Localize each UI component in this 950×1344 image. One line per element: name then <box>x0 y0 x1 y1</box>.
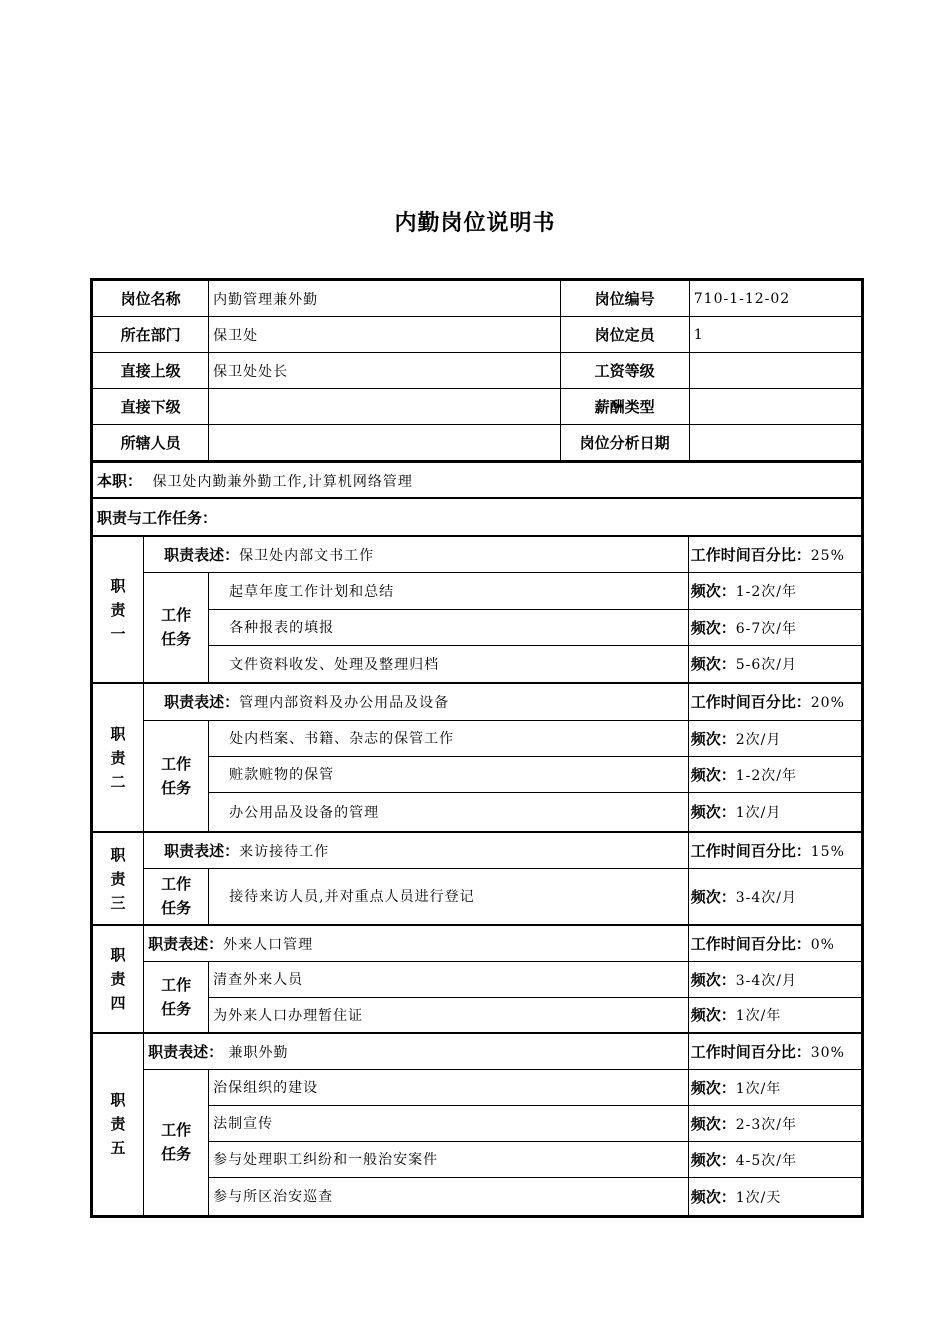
task-text: 治保组织的建设 <box>209 1069 689 1105</box>
duty-desc-row <box>93 832 862 868</box>
info-row <box>93 353 862 389</box>
duty-desc-label: 职责表述： <box>164 841 240 860</box>
dept-label: 所在部门 <box>93 317 209 353</box>
task-freq-value: 1-2次/年 <box>735 767 798 784</box>
task-label: 工作 任务 <box>144 961 209 1033</box>
task-freq-value: 1次/年 <box>735 1008 782 1025</box>
task-row <box>93 1177 862 1215</box>
main-duty-text: 保卫处内勤兼外勤工作,计算机网络管理 <box>152 473 413 490</box>
duty-pct-cell <box>688 925 861 961</box>
salary-value <box>689 353 861 389</box>
staff-label: 所辖人员 <box>93 425 209 461</box>
task-freq-value: 2-3次/年 <box>735 1116 798 1133</box>
task-text: 参与处理职工纠纷和一般治安案件 <box>209 1141 689 1177</box>
quota-value: 1 <box>689 317 861 353</box>
task-text: 各种报表的填报 <box>209 609 689 645</box>
duty-desc-cell <box>144 536 689 572</box>
post-no-value: 710-1-12-02 <box>689 281 861 317</box>
duty-desc-text: 兼职外勤 <box>223 1044 289 1061</box>
task-freq-value: 2次/月 <box>735 731 782 748</box>
task-freq-label: 频次： <box>690 887 736 906</box>
task-text: 办公用品及设备的管理 <box>209 792 689 832</box>
page-title: 内勤岗位说明书 <box>394 211 556 236</box>
task-freq-value: 4-5次/年 <box>735 1152 798 1169</box>
post-name-label: 岗位名称 <box>93 281 209 317</box>
task-row <box>93 1105 862 1141</box>
job-description-table <box>90 278 864 1218</box>
task-freq-value: 3-4次/月 <box>735 972 798 989</box>
duty-pct-value: 15% <box>810 843 845 860</box>
task-freq-value: 1次/月 <box>735 805 782 822</box>
task-freq-label: 频次： <box>690 1187 736 1206</box>
task-freq-value: 1次/年 <box>735 1080 782 1097</box>
task-text: 处内档案、书籍、杂志的保管工作 <box>209 720 689 756</box>
task-row <box>93 792 862 832</box>
duty-pct-value: 30% <box>810 1044 845 1061</box>
staff-value <box>209 425 560 461</box>
task-freq-value: 3-4次/月 <box>735 889 798 906</box>
duty-name: 职 责 四 <box>93 925 144 1033</box>
pay-type-value <box>689 389 861 425</box>
task-freq-label: 频次： <box>690 655 736 674</box>
task-freq-cell <box>688 868 861 925</box>
task-row <box>93 572 862 609</box>
task-freq-cell <box>688 720 861 756</box>
task-row <box>93 868 862 925</box>
duty-pct-cell <box>688 832 861 868</box>
duty-pct-label: 工作时间百分比： <box>690 545 811 564</box>
duty-desc-cell <box>144 832 689 868</box>
task-label: 工作 任务 <box>144 572 209 683</box>
task-freq-label: 频次： <box>690 618 736 637</box>
task-row <box>93 961 862 997</box>
task-label: 工作 任务 <box>144 720 209 832</box>
duty-desc-text: 保卫处内部文书工作 <box>239 547 375 564</box>
task-text: 赃款赃物的保管 <box>209 756 689 792</box>
duty-pct-value: 25% <box>810 547 845 564</box>
task-freq-value: 5-6次/月 <box>735 657 798 674</box>
duty-desc-label: 职责表述： <box>164 693 240 712</box>
duty-desc-label: 职责表述： <box>148 934 224 953</box>
task-text: 法制宣传 <box>209 1105 689 1141</box>
task-freq-label: 频次： <box>690 729 736 748</box>
task-freq-label: 频次： <box>690 970 736 989</box>
task-freq-value: 6-7次/年 <box>735 620 798 637</box>
dept-value: 保卫处 <box>209 317 560 353</box>
duty-name: 职 责 二 <box>93 683 144 832</box>
task-freq-value: 1-2次/年 <box>735 584 798 600</box>
duty-desc-row <box>93 683 862 720</box>
task-freq-cell <box>688 792 861 832</box>
task-row <box>93 720 862 756</box>
post-name-value: 内勤管理兼外勤 <box>209 281 560 317</box>
duty-pct-label: 工作时间百分比： <box>690 934 811 953</box>
duty-desc-row <box>93 536 862 572</box>
duty-pct-cell <box>688 1033 861 1069</box>
duty-pct-cell <box>688 683 861 720</box>
duty-desc-text: 来访接待工作 <box>239 843 330 860</box>
task-freq-cell <box>688 961 861 997</box>
duties-header-row <box>93 498 862 536</box>
task-text: 参与所区治安巡查 <box>209 1177 689 1215</box>
post-no-label: 岗位编号 <box>560 281 689 317</box>
duty-desc-cell <box>144 1033 689 1069</box>
task-text: 为外来人口办理暂住证 <box>209 997 689 1033</box>
task-freq-label: 频次： <box>690 1078 736 1097</box>
duty-pct-label: 工作时间百分比： <box>690 841 811 860</box>
task-text: 起草年度工作计划和总结 <box>209 572 689 609</box>
duty-desc-row <box>93 1033 862 1069</box>
task-freq-label: 频次： <box>690 582 736 600</box>
task-row <box>93 997 862 1033</box>
main-duty-row <box>93 462 862 498</box>
info-row <box>93 425 862 461</box>
task-label: 工作 任务 <box>144 868 209 925</box>
task-freq-cell <box>688 1069 861 1105</box>
duty-name: 职 责 一 <box>93 536 144 683</box>
duty-pct-label: 工作时间百分比： <box>690 1042 811 1061</box>
task-freq-cell <box>688 609 861 645</box>
duties-header: 职责与工作任务： <box>93 498 862 536</box>
subordinate-value <box>209 389 560 425</box>
task-freq-cell <box>688 1141 861 1177</box>
duty-desc-row <box>93 925 862 961</box>
task-row <box>93 756 862 792</box>
duty-pct-cell <box>688 536 861 572</box>
duty-pct-value: 0% <box>810 936 835 953</box>
task-text: 接待来访人员,并对重点人员进行登记 <box>209 868 689 925</box>
task-freq-cell <box>688 1105 861 1141</box>
salary-label: 工资等级 <box>560 353 689 389</box>
subordinate-label: 直接下级 <box>93 389 209 425</box>
duty-desc-label: 职责表述： <box>164 545 240 564</box>
task-freq-cell <box>688 756 861 792</box>
duty-name: 职 责 五 <box>93 1033 144 1215</box>
task-freq-value: 1次/天 <box>735 1189 782 1206</box>
task-freq-label: 频次： <box>690 1006 736 1025</box>
task-text: 文件资料收发、处理及整理归档 <box>209 645 689 683</box>
task-label: 工作 任务 <box>144 1069 209 1215</box>
task-row <box>93 1141 862 1177</box>
info-row <box>93 281 862 317</box>
info-table <box>92 280 862 461</box>
superior-label: 直接上级 <box>93 353 209 389</box>
duty-name: 职 责 三 <box>93 832 144 925</box>
duty-desc-text: 外来人口管理 <box>223 936 314 953</box>
duty-desc-text: 管理内部资料及办公用品及设备 <box>239 695 450 712</box>
task-row <box>93 609 862 645</box>
duty-pct-value: 20% <box>810 695 845 712</box>
info-row <box>93 389 862 425</box>
duty-desc-cell <box>144 683 689 720</box>
duty-table <box>92 461 862 1216</box>
duty-pct-label: 工作时间百分比： <box>690 693 811 712</box>
quota-label: 岗位定员 <box>560 317 689 353</box>
superior-value: 保卫处处长 <box>209 353 560 389</box>
task-text: 清查外来人员 <box>209 961 689 997</box>
task-freq-label: 频次： <box>690 803 736 822</box>
main-duty-cell <box>93 462 862 498</box>
task-freq-cell <box>688 1177 861 1215</box>
task-freq-cell <box>688 572 861 609</box>
task-row <box>93 1069 862 1105</box>
duty-list <box>93 536 862 1215</box>
task-freq-label: 频次： <box>690 765 736 784</box>
task-freq-cell <box>688 997 861 1033</box>
info-row <box>93 317 862 353</box>
main-duty-label: 本职： <box>97 471 143 490</box>
task-freq-label: 频次： <box>690 1150 736 1169</box>
duty-desc-cell <box>144 925 689 961</box>
task-row <box>93 645 862 683</box>
task-freq-cell <box>688 645 861 683</box>
analysis-date-label: 岗位分析日期 <box>560 425 689 461</box>
duty-desc-label: 职责表述： <box>148 1042 224 1061</box>
analysis-date-value <box>689 425 861 461</box>
pay-type-label: 薪酬类型 <box>560 389 689 425</box>
task-freq-label: 频次： <box>690 1114 736 1133</box>
